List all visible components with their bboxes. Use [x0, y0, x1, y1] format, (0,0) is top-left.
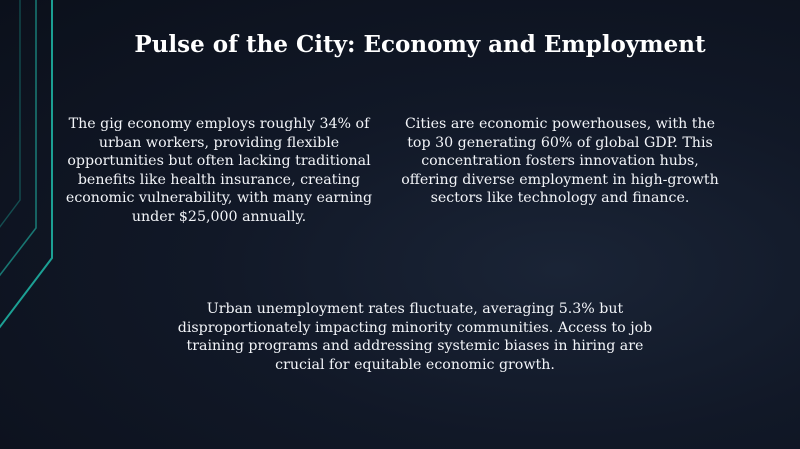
accent-line-middle [0, 0, 36, 288]
paragraph-unemployment: Urban unemployment rates fluctuate, averaging 5.3% but disproportionately impacting minority communities. Access to job training programs and addressing systemic biases in hiring are crucial for equitable economic growth. [177, 301, 653, 373]
slide-title: Pulse of the City: Economy and Employment [134, 31, 706, 58]
accent-line-outer [0, 0, 52, 340]
paragraph-economic-powerhouses: Cities are economic powerhouses, with the top 30 generating 60% of global GDP. This concentration fosters innovation hubs, offering diverse employment in high-growth sectors like technology and finance. [401, 116, 719, 207]
paragraph-gig-economy: The gig economy employs roughly 34% of urban workers, providing flexible opportunities but often lacking traditional benefits like health insurance, creating economic vulnerability, with many earning under $25,000 annually. [65, 116, 373, 225]
accent-line-inner [0, 0, 20, 240]
